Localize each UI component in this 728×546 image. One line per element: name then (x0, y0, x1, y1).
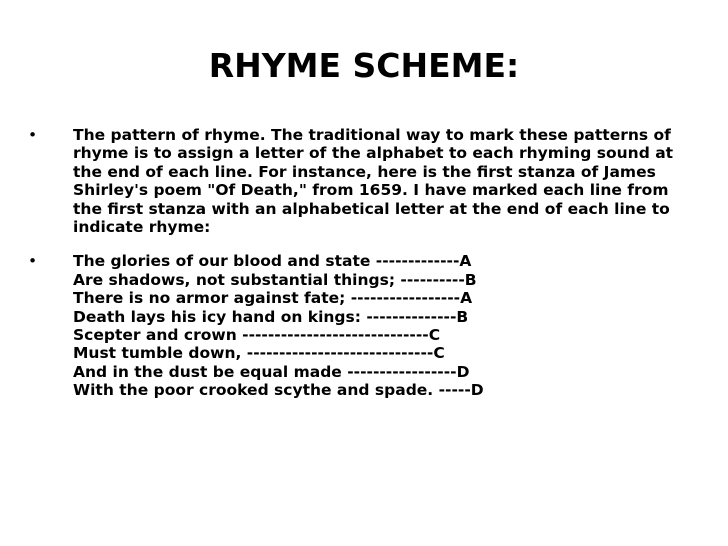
bullet-item-definition (28, 126, 708, 236)
poem-line: There is no armor against fate; -----------------A (73, 289, 473, 308)
poem-line: Scepter and crown -----------------------------C (73, 326, 441, 345)
bullet-point-icon: • (28, 126, 38, 144)
bullet-list (28, 126, 708, 400)
poem-line: Must tumble down, -----------------------------C (73, 344, 445, 363)
poem-line: And in the dust be equal made -----------------D (73, 362, 470, 381)
bullet-item-poem (28, 252, 708, 399)
bullet-point-icon: • (28, 252, 38, 271)
poem-line: With the poor crooked scythe and spade. -----D (73, 381, 484, 400)
definition-paragraph: The pattern of rhyme. The traditional way to mark these patterns of rhyme is to assign a letter of the alphabet to each rhyming sound at the end of each line. For instance, here is the first stanza of James Shirley's poem "Of Death," from 1659. I have marked each line from the first stanza with an alphabetical letter at the end of each line to indicate rhyme: (73, 126, 674, 237)
slide-title: RHYME SCHEME: (208, 46, 520, 85)
poem-line: Are shadows, not substantial things; ----------B (73, 270, 477, 289)
poem-line: Death lays his icy hand on kings: --------------B (73, 307, 469, 326)
poem-line: The glories of our blood and state -------------A (73, 252, 472, 271)
